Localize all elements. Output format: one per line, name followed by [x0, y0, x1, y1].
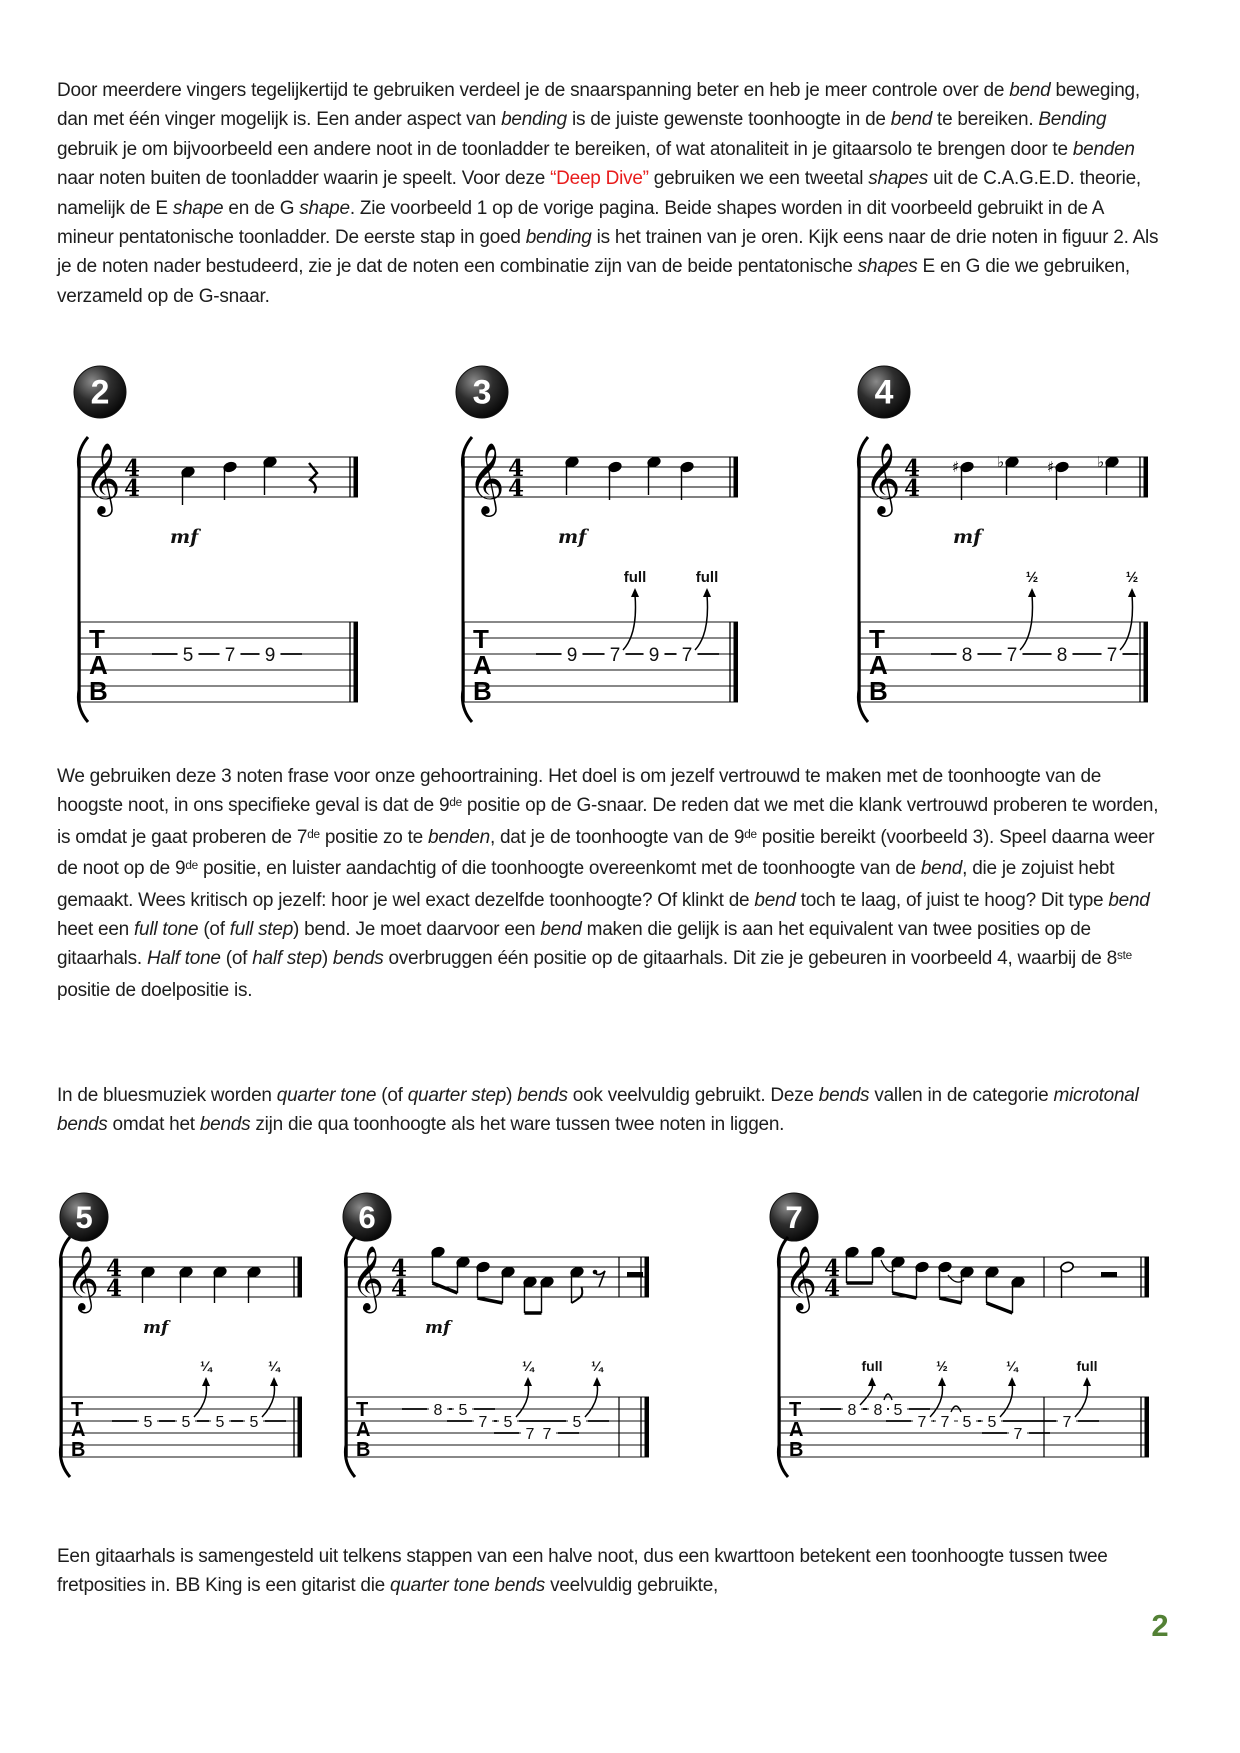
tab-fret-number: 5: [503, 1413, 513, 1431]
text-segment: is het trainen van je oren. Kijk eens naar de drie noten in figuur 2. Als je de noten nader bestudeerd, zie je dat de noten een combinatie zijn van de beide pentatonische: [57, 227, 1159, 278]
half-rest: [627, 1272, 643, 1278]
text-segment: bends: [199, 1114, 251, 1136]
tab-letter: T: [869, 624, 885, 654]
accidental: ♯: [1047, 458, 1055, 476]
tab-letter: T: [473, 624, 489, 654]
figure-example-3: [440, 332, 760, 757]
accidental: ♭: [997, 453, 1005, 471]
tab-letter: T: [89, 624, 105, 654]
tab-fret-number: 7: [224, 644, 236, 666]
barline: [645, 1257, 650, 1297]
bend-arrow: [1075, 1384, 1088, 1417]
figure-example-4: [838, 332, 1168, 757]
tab-fret-number: 7: [1106, 644, 1118, 666]
paragraph-quarter-tone: [57, 1081, 1161, 1140]
time-signature: 4: [123, 455, 141, 482]
bend-label: ½: [1125, 569, 1139, 586]
tab-fret-number: 8: [847, 1401, 857, 1419]
barline: [734, 457, 739, 497]
text-segment: ): [506, 1085, 518, 1106]
figure-example-7: [768, 1185, 1160, 1485]
text-segment: In de bluesmuziek worden: [57, 1085, 277, 1106]
bend-label: ½: [936, 1358, 948, 1374]
bend-label: full: [1076, 1358, 1098, 1374]
text-segment: shapes: [857, 256, 918, 278]
bend-label: ¼: [268, 1358, 280, 1374]
barline: [354, 457, 359, 497]
tab-fret-number: 7: [940, 1413, 950, 1431]
text-segment: microtonal bends: [57, 1085, 1139, 1136]
time-signature: 4: [390, 1275, 408, 1302]
text-segment: shapes: [868, 168, 929, 190]
text-segment: toch te laag, of juist te hoog? Dit type: [795, 889, 1109, 911]
text-segment: shape: [172, 197, 224, 219]
page-number: 2: [1151, 1608, 1169, 1643]
bend-arrowhead: [593, 1377, 601, 1386]
tab-fret-number: 7: [525, 1425, 535, 1443]
text-segment: bends: [332, 948, 384, 970]
text-segment: Half tone: [146, 948, 221, 970]
tab-letter: B: [71, 1439, 86, 1461]
tab-letter: T: [789, 1399, 802, 1421]
figure-badge-number: 4: [874, 373, 894, 412]
figure-badge-number: 5: [75, 1199, 93, 1235]
bend-arrowhead: [524, 1377, 532, 1386]
dynamic-marking: mf: [953, 526, 982, 548]
tab-fret-number: 5: [181, 1413, 191, 1431]
tab-fret-number: 5: [215, 1413, 225, 1431]
text-segment: ste: [1116, 949, 1132, 963]
text-segment: positie, en luister aandachtig of die toonhoogte overeenkomt met de toonhoogte van de: [197, 858, 921, 880]
time-signature: 4: [123, 475, 141, 502]
bend-label: ¼: [522, 1358, 534, 1374]
tab-fret-number: 7: [917, 1413, 927, 1431]
dynamic-marking: mf: [170, 526, 199, 548]
barline: [298, 1257, 303, 1297]
treble-clef-icon: 𝄞: [468, 441, 505, 514]
text-segment: , die je zojuist hebt gemaakt. Wees kritisch op jezelf: hoor je wel exact dezelfde toonhoogte? Of klinkt de: [57, 858, 1115, 911]
tab-fret-number: 7: [1062, 1413, 1072, 1431]
tab-fret-number: 8: [961, 644, 973, 666]
text-segment: veelvuldig gebruikte,: [545, 1575, 719, 1597]
text-segment: Bending: [1038, 109, 1107, 131]
text-segment: heet een: [57, 919, 134, 941]
barline: [645, 1397, 650, 1457]
text-segment: beweging, dan met één vinger mogelijk is. Een ander aspect van: [57, 80, 1140, 131]
bend-arrow: [585, 1384, 598, 1417]
time-signature: 4: [507, 455, 525, 482]
dynamic-marking: mf: [425, 1318, 451, 1338]
text-segment: overbruggen één positie op de gitaarhals. Dit zie je gebeuren in voorbeeld 4, waarbij de 8: [383, 948, 1117, 970]
text-segment: full step: [229, 919, 294, 941]
tab-letter: T: [71, 1399, 84, 1421]
text-segment: te bereiken.: [932, 109, 1039, 131]
time-signature: 4: [507, 475, 525, 502]
text-segment: “Deep Dive”: [550, 168, 649, 190]
text-segment: bend: [1108, 889, 1150, 911]
tab-fret-number: 5: [893, 1401, 903, 1419]
text-segment: de: [744, 827, 757, 841]
beam: [987, 1303, 1013, 1313]
tab-fret-number: 7: [609, 644, 621, 666]
paragraph-ear-training: [57, 762, 1161, 1005]
accidental: ♭: [1097, 453, 1105, 471]
time-signature: 4: [903, 455, 921, 482]
text-segment: , dat je de toonhoogte van de 9: [489, 826, 745, 848]
tab-fret-number: 8: [873, 1401, 883, 1419]
bend-arrow: [516, 1384, 529, 1417]
figure-example-6: [335, 1185, 665, 1485]
figure-badge-number: 2: [90, 373, 110, 412]
treble-clef-icon: 𝄞: [864, 441, 901, 514]
text-segment: zijn die qua toonhoogte als het ware tussen twee noten in liggen.: [250, 1114, 785, 1136]
paragraph-fret-halfsteps: [57, 1542, 1161, 1601]
text-segment: bending: [525, 227, 592, 249]
barline: [354, 622, 359, 702]
tab-fret-number: 8: [1056, 644, 1068, 666]
bend-label: full: [695, 569, 719, 586]
tab-fret-number: 7: [478, 1413, 488, 1431]
barline: [1145, 1397, 1150, 1457]
tab-fret-number: 5: [458, 1401, 468, 1419]
time-signature: 4: [903, 475, 921, 502]
text-segment: maken die gelijk is aan het equivalent van twee posities op de gitaarhals.: [57, 919, 1091, 970]
bend-label: full: [623, 569, 647, 586]
bend-label: ¼: [1006, 1358, 1018, 1374]
bend-arrowhead: [1083, 1377, 1091, 1386]
barline: [734, 622, 739, 702]
time-signature: 4: [823, 1275, 841, 1302]
beam: [940, 1298, 962, 1303]
text-segment: (of: [220, 948, 253, 970]
text-segment: . Zie voorbeeld 1 op de vorige pagina. Beide shapes worden in dit voorbeeld gebruikt in de A mineur pentatonische toonladder. De eerste stap in goed: [57, 197, 1104, 249]
tab-fret-number: 5: [143, 1413, 153, 1431]
tab-fret-number: 8: [433, 1401, 443, 1419]
tab-letter: A: [89, 650, 108, 680]
text-segment: de: [449, 796, 462, 810]
tab-letter: T: [356, 1399, 369, 1421]
text-segment: bending: [501, 109, 567, 131]
bend-label: ¼: [200, 1358, 212, 1374]
figure-example-5: [48, 1185, 318, 1485]
accidental: ♯: [952, 458, 960, 476]
text-segment: bend: [540, 919, 582, 941]
tab-letter: B: [869, 676, 888, 706]
barline: [1144, 622, 1149, 702]
tab-fret-number: 7: [1006, 644, 1018, 666]
bend-arrowhead: [270, 1377, 278, 1386]
tab-fret-number: 9: [566, 644, 578, 666]
tab-letter: A: [71, 1419, 86, 1441]
text-segment: en de G: [223, 197, 300, 219]
tab-letter: B: [356, 1439, 371, 1461]
figure-badge-number: 7: [785, 1199, 803, 1235]
text-segment: gebruiken we een tweetal: [648, 168, 869, 190]
text-segment: positie bereikt (voorbeeld 3). Speel daarna weer de noot op de 9: [57, 826, 1155, 880]
bend-arrowhead: [202, 1377, 210, 1386]
text-segment: benden: [428, 826, 490, 848]
bend-arrowhead: [1028, 588, 1036, 597]
tab-fret-number: 7: [542, 1425, 552, 1443]
text-segment: quarter tone bends: [390, 1575, 546, 1597]
text-segment: Door meerdere vingers tegelijkertijd te gebruiken verdeel je de snaarspanning beter en heb je meer controle over de: [57, 80, 1010, 101]
text-segment: positie zo te: [319, 826, 429, 848]
text-segment: (of: [376, 1085, 408, 1106]
dynamic-marking: mf: [143, 1318, 169, 1338]
tab-fret-number: 5: [962, 1413, 972, 1431]
tab-letter: A: [356, 1419, 371, 1441]
tab-fret-number: 7: [681, 644, 693, 666]
text-segment: is de juiste gewenste toonhoogte in de: [566, 109, 891, 131]
figure-example-2: [58, 332, 388, 757]
text-segment: bends: [517, 1085, 568, 1106]
barline: [298, 1397, 303, 1457]
beam: [433, 1283, 458, 1293]
text-segment: de: [307, 827, 320, 841]
tab-fret-number: 5: [987, 1413, 997, 1431]
text-segment: bends: [818, 1085, 870, 1106]
tab-letter: A: [473, 650, 492, 680]
eighth-rest: [596, 1271, 605, 1287]
tab-fret-number: 9: [648, 644, 660, 666]
text-segment: bend: [920, 858, 963, 880]
time-signature: 4: [390, 1255, 408, 1282]
time-signature: 4: [823, 1255, 841, 1282]
bend-arrowhead: [631, 588, 639, 597]
time-signature: 4: [105, 1255, 123, 1282]
tab-fret-number: 5: [249, 1413, 259, 1431]
treble-clef-icon: 𝄞: [784, 1246, 818, 1311]
text-segment: half step: [252, 948, 322, 970]
dynamic-marking: mf: [558, 526, 587, 548]
paragraph-bending-intro: [57, 76, 1161, 311]
tab-fret-number: 5: [572, 1413, 582, 1431]
half-rest: [1101, 1272, 1117, 1278]
text-segment: bend: [754, 889, 796, 911]
text-segment: quarter tone: [276, 1085, 377, 1106]
bend-label: ¼: [591, 1358, 603, 1374]
text-segment: ook veelvuldig gebruikt. Deze: [567, 1085, 819, 1106]
figure-badge-number: 3: [472, 373, 492, 412]
text-segment: E en G die we gebruiken, verzameld op de G-snaar.: [57, 256, 1130, 307]
text-segment: Een gitaarhals is samengesteld uit telkens stappen van een halve noot, dus een kwarttoon betekent een toonhoogte tussen twee fretposities in. BB King is een gitarist die: [57, 1546, 1108, 1597]
tab-letter: B: [473, 676, 492, 706]
text-segment: de: [185, 858, 198, 872]
treble-clef-icon: 𝄞: [66, 1246, 100, 1311]
beam: [478, 1298, 503, 1303]
bend-arrowhead: [868, 1377, 876, 1386]
text-segment: (of: [198, 919, 230, 941]
text-segment: bend: [1009, 80, 1051, 101]
tab-letter: B: [789, 1439, 804, 1461]
tab-letter: A: [869, 650, 888, 680]
bend-arrowhead: [1128, 588, 1136, 597]
bend-arrow: [262, 1384, 275, 1417]
text-segment: ): [321, 948, 333, 970]
text-segment: positie op de G-snaar. De reden dat we met die klank vertrouwd proberen te worden, is omdat je gaat proberen de 7: [57, 795, 1159, 848]
time-signature: 4: [105, 1275, 123, 1302]
barline: [1145, 1257, 1150, 1297]
bend-label: full: [861, 1358, 883, 1374]
tab-letter: B: [89, 676, 108, 706]
bend-label: ½: [1025, 569, 1039, 586]
text-segment: omdat het: [107, 1114, 200, 1136]
bend-arrow: [1000, 1384, 1013, 1417]
bend-arrowhead: [1008, 1377, 1016, 1386]
text-segment: full tone: [134, 919, 199, 941]
bend-arrowhead: [938, 1377, 946, 1386]
text-segment: benden: [1072, 138, 1135, 160]
text-segment: ) bend. Je moet daarvoor een: [293, 919, 541, 941]
text-segment: bend: [890, 109, 933, 131]
text-segment: positie de doelpositie is.: [57, 979, 253, 1001]
text-segment: uit de C.A.G.E.D. theorie, namelijk de E: [57, 168, 1141, 219]
treble-clef-icon: 𝄞: [84, 441, 121, 514]
tab-letter: A: [789, 1419, 804, 1441]
text-segment: vallen in de categorie: [869, 1085, 1054, 1106]
text-segment: naar noten buiten de toonladder waarin je speelt. Voor deze: [57, 168, 551, 190]
bend-arrowhead: [703, 588, 711, 597]
text-segment: shape: [299, 197, 350, 219]
tab-fret-number: 7: [1013, 1425, 1023, 1443]
text-segment: gebruik je om bijvoorbeeld een andere noot in de toonladder te bereiken, of wat atonaliteit in je gitaarsolo te brengen door te: [57, 138, 1073, 160]
treble-clef-icon: 𝄞: [351, 1246, 385, 1311]
figure-badge-number: 6: [358, 1199, 376, 1235]
barline: [1144, 457, 1149, 497]
tab-fret-number: 9: [264, 644, 276, 666]
eighth-flag: [572, 1287, 583, 1303]
bend-arrow: [194, 1384, 207, 1417]
tab-fret-number: 5: [182, 644, 194, 666]
text-segment: We gebruiken deze 3 noten frase voor onze gehoortraining. Het doel is om jezelf vertrouwd te maken met de toonhoogte van de hoogste noot, in ons specifieke geval is dat de 9: [57, 766, 1102, 817]
text-segment: quarter step: [407, 1085, 507, 1106]
